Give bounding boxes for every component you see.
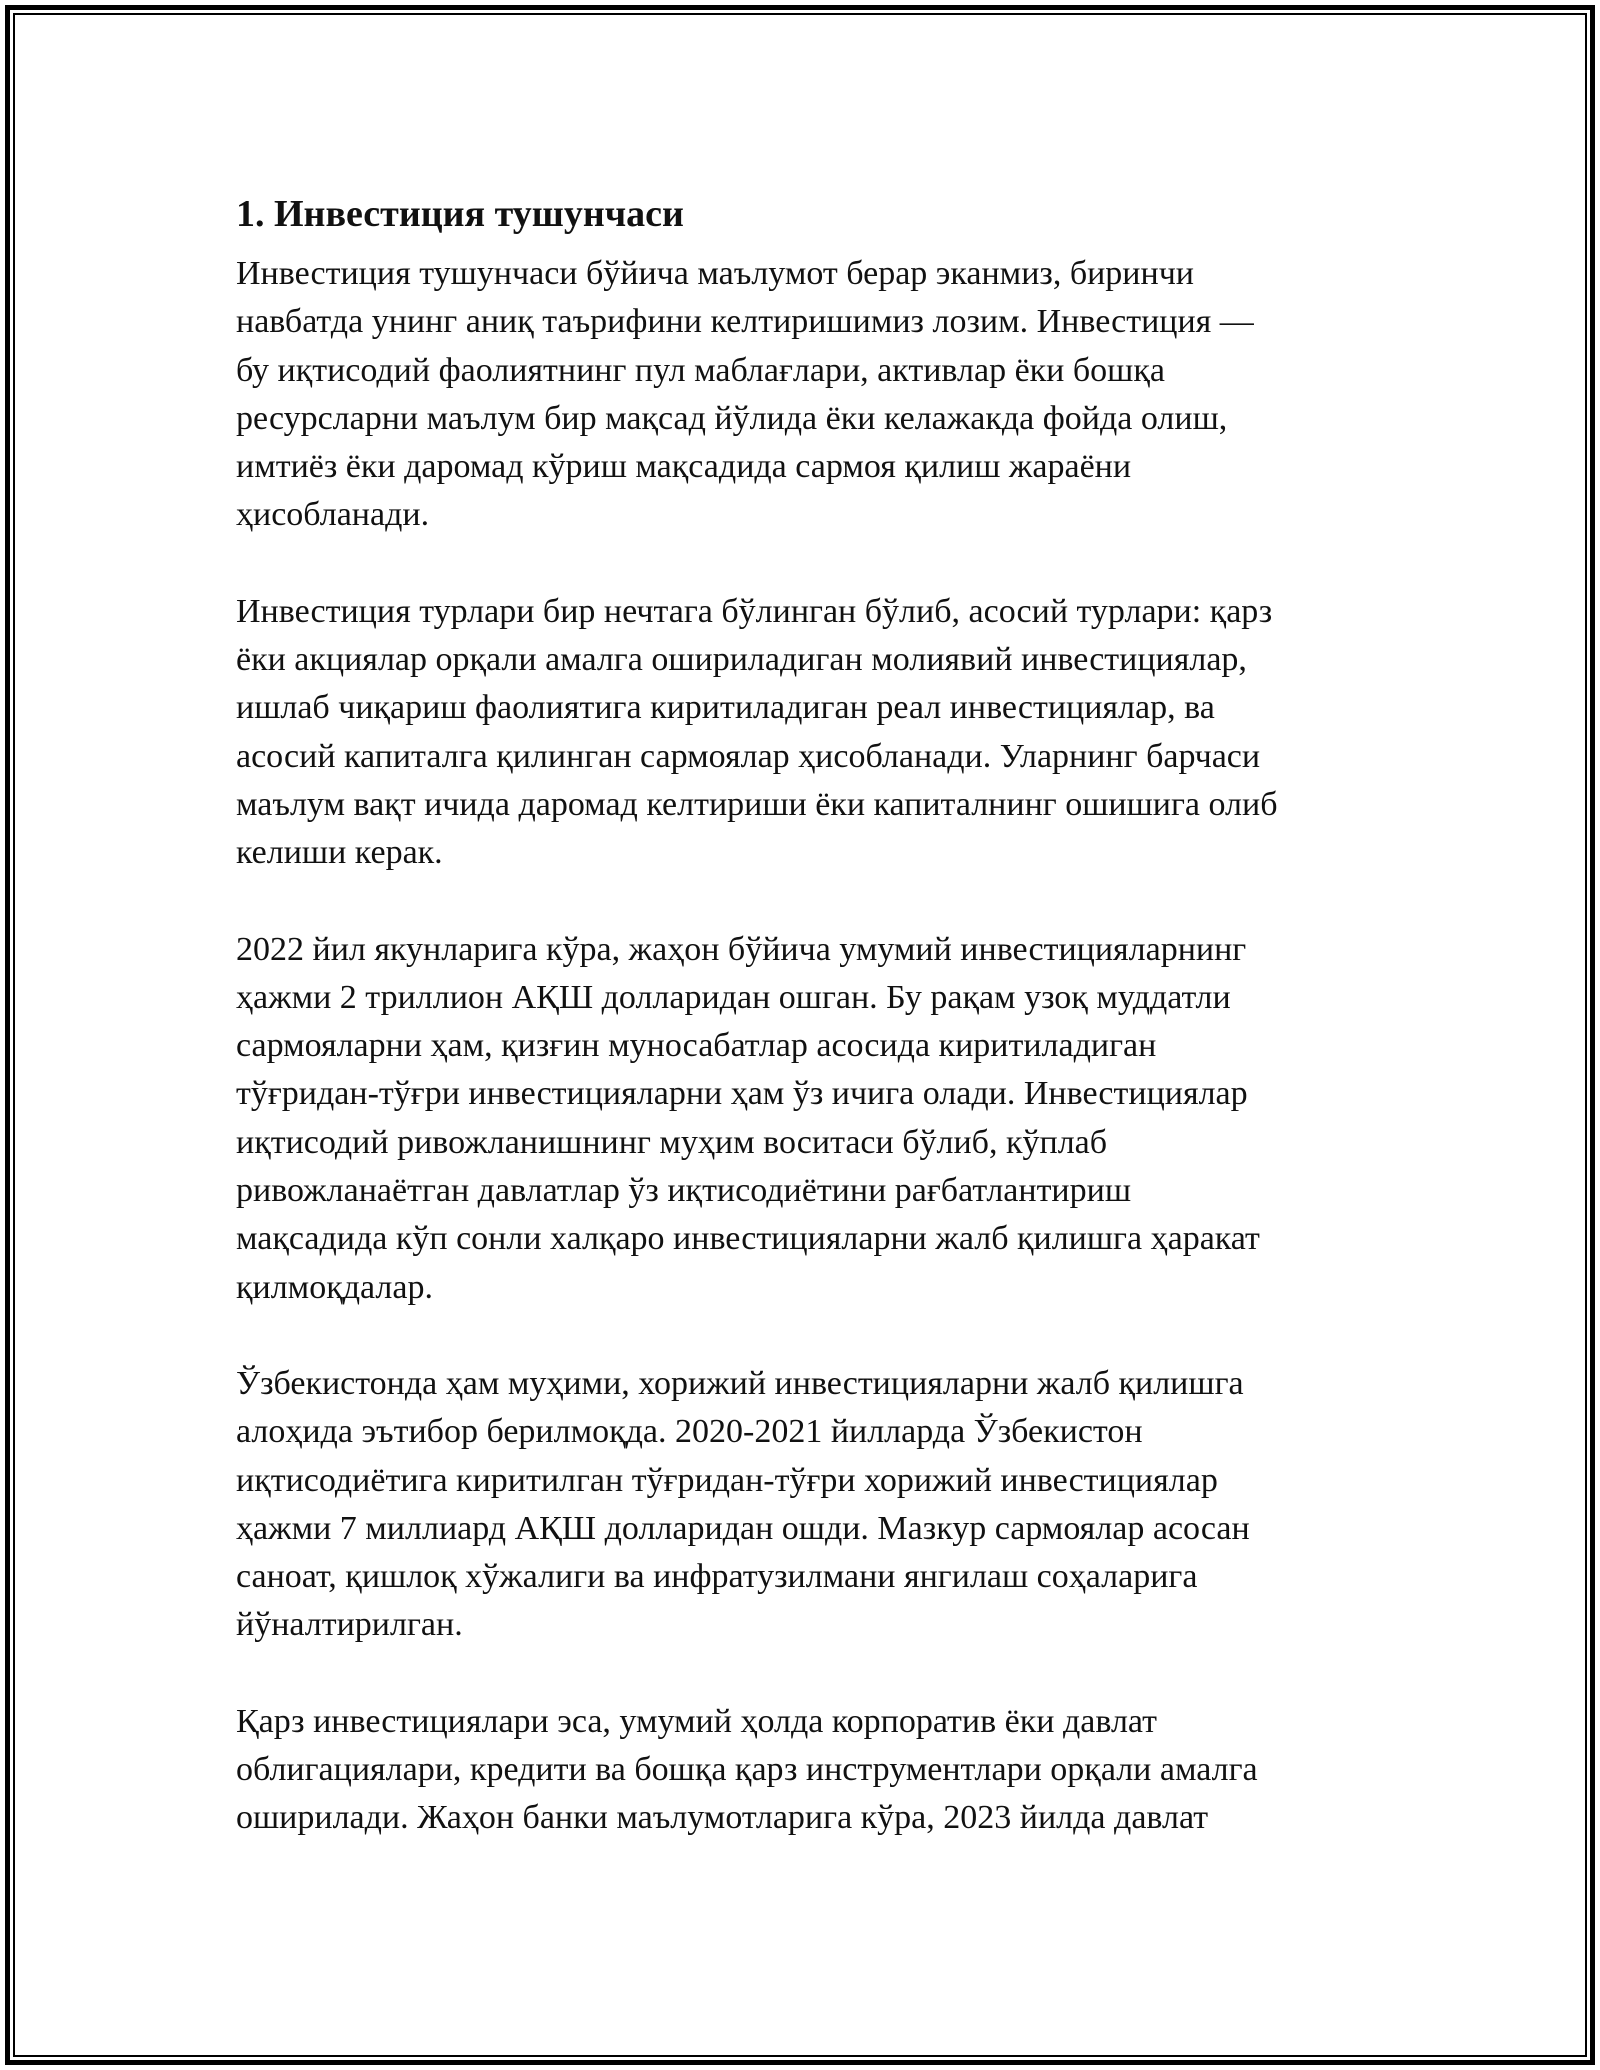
text-line: қилмоқдалар. (236, 1268, 433, 1306)
text-line: тўғридан-тўғри инвестицияларни ҳам ўз ичига олади. Инвестициялар (236, 1075, 1248, 1113)
document-body (236, 188, 1386, 1891)
text-line: Инвестиция турлари бир нечтага бўлинган бўлиб, асосий турлари: қарз (236, 592, 1273, 630)
paragraph-3 (236, 926, 1386, 1312)
text-line: иқтисодий ривожланишнинг муҳим воситаси бўлиб, кўплаб (236, 1123, 1108, 1161)
text-line: ҳисобланади. (236, 496, 430, 534)
text-line: Ўзбекистонда ҳам муҳими, хорижий инвестицияларни жалб қилишга (236, 1364, 1244, 1402)
text-line: мақсадида кўп сонли халқаро инвестицияларни жалб қилишга ҳаракат (236, 1220, 1260, 1258)
paragraph-2 (236, 588, 1386, 878)
text-line: навбатда унинг аниқ таърифини келтиришимиз лозим. Инвестиция — (236, 303, 1254, 341)
text-line: иқтисодиётига киритилган тўғридан-тўғри хорижий инвестициялар (236, 1461, 1218, 1499)
text-line: бу иқтисодий фаолиятнинг пул маблағлари, активлар ёки бошқа (236, 351, 1165, 389)
text-line: келиши керак. (236, 834, 443, 872)
text-line: сармояларни ҳам, қизғин муносабатлар асосида киритиладиган (236, 1027, 1157, 1065)
text-line: 2022 йил якунларига кўра, жаҳон бўйича умумий инвестицияларнинг (236, 930, 1247, 968)
text-line: оширилади. Жаҳон банки маълумотларига кўра, 2023 йилда давлат (236, 1799, 1209, 1837)
text-line: ёки акциялар орқали амалга ошириладиган молиявий инвестициялар, (236, 641, 1247, 679)
text-line: алоҳида эътибор берилмоқда. 2020-2021 йилларда Ўзбекистон (236, 1413, 1143, 1451)
text-line: облигациялари, кредити ва бошқа қарз инструментлари орқали амалга (236, 1751, 1258, 1789)
text-line: ҳажми 2 триллион АҚШ долларидан ошган. Бу рақам узоқ муддатли (236, 978, 1231, 1016)
text-line: саноат, қишлоқ хўжалиги ва инфратузилмани янгилаш соҳаларига (236, 1558, 1198, 1596)
text-line: маълум вақт ичида даромад келтириши ёки капиталнинг ошишига олиб (236, 785, 1278, 823)
text-line: ресурсларни маълум бир мақсад йўлида ёки келажакда фойда олиш, (236, 399, 1228, 437)
text-line: ишлаб чиқариш фаолиятига киритиладиган реал инвестициялар, ва (236, 689, 1215, 727)
text-line: Қарз инвестициялари эса, умумий ҳолда корпоратив ёки давлат (236, 1702, 1157, 1740)
paragraph-4 (236, 1360, 1386, 1650)
text-line: имтиёз ёки даромад кўриш мақсадида сармоя қилиш жараёни (236, 448, 1132, 486)
text-line: Инвестиция тушунчаси бўйича маълумот берар эканмиз, биринчи (236, 255, 1194, 292)
section-heading: 1. Инвестиция тушунчаси (236, 193, 684, 235)
text-line: асосий капиталга қилинган сармоялар ҳисобланади. Уларнинг барчаси (236, 737, 1261, 775)
text-line: ривожланаётган давлатлар ўз иқтисодиётини рағбатлантириш (236, 1172, 1132, 1210)
paragraph-5 (236, 1698, 1386, 1843)
paragraph-1 (236, 250, 1386, 540)
text-line: ҳажми 7 миллиард АҚШ долларидан ошди. Мазкур сармоялар асосан (236, 1509, 1250, 1547)
text-line: йўналтирилган. (236, 1606, 463, 1644)
